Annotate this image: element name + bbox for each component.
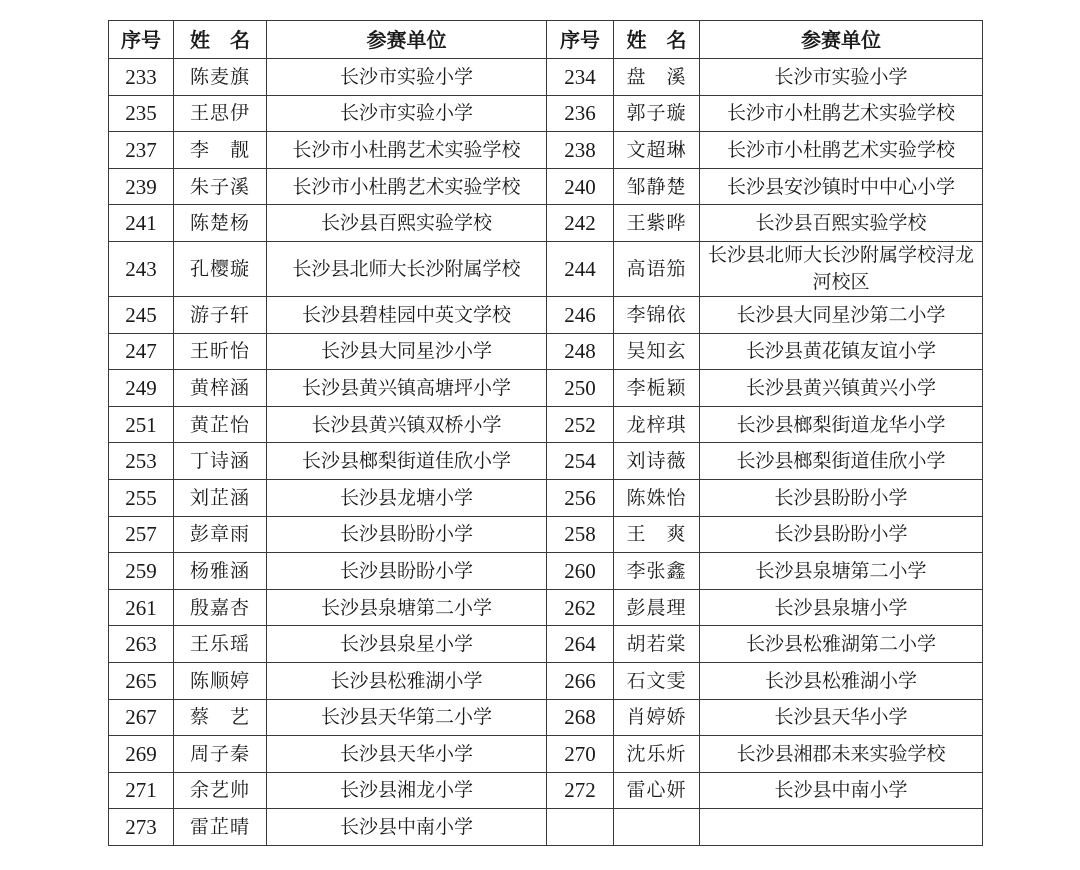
table-row xyxy=(109,59,983,96)
table-row xyxy=(109,699,983,736)
participant-name: 高语笳 xyxy=(614,241,700,296)
participant-name: 文超琳 xyxy=(614,132,700,169)
participant-unit: 长沙县黄兴镇黄兴小学 xyxy=(700,370,983,407)
row-number: 271 xyxy=(109,772,174,809)
table-row xyxy=(109,553,983,590)
row-number: 254 xyxy=(547,443,614,480)
participant-name: 胡若棠 xyxy=(614,626,700,663)
table-row xyxy=(109,370,983,407)
table-row xyxy=(109,626,983,663)
participant-name: 王思伊 xyxy=(174,95,267,132)
participant-name: 龙梓琪 xyxy=(614,406,700,443)
row-number: 264 xyxy=(547,626,614,663)
participant-name: 刘诗薇 xyxy=(614,443,700,480)
participant-unit: 长沙县盼盼小学 xyxy=(700,516,983,553)
participant-name: 吴知玄 xyxy=(614,333,700,370)
row-number: 245 xyxy=(109,296,174,333)
participant-unit: 长沙县黄花镇友谊小学 xyxy=(700,333,983,370)
participant-name: 蔡 艺 xyxy=(174,699,267,736)
row-number: 251 xyxy=(109,406,174,443)
row-number xyxy=(547,809,614,846)
participant-unit: 长沙县安沙镇时中中心小学 xyxy=(700,168,983,205)
participant-name: 雷心妍 xyxy=(614,772,700,809)
participant-unit: 长沙县泉塘小学 xyxy=(700,589,983,626)
row-number: 267 xyxy=(109,699,174,736)
participant-unit: 长沙县湘龙小学 xyxy=(267,772,547,809)
participant-unit xyxy=(700,809,983,846)
participant-name: 周子秦 xyxy=(174,736,267,773)
participant-unit: 长沙县榔梨街道佳欣小学 xyxy=(267,443,547,480)
participant-unit: 长沙县湘郡未来实验学校 xyxy=(700,736,983,773)
participant-unit: 长沙县松雅湖第二小学 xyxy=(700,626,983,663)
table-row xyxy=(109,132,983,169)
row-number: 257 xyxy=(109,516,174,553)
row-number: 263 xyxy=(109,626,174,663)
row-number: 259 xyxy=(109,553,174,590)
participant-name: 李张鑫 xyxy=(614,553,700,590)
participant-unit: 长沙县榔梨街道佳欣小学 xyxy=(700,443,983,480)
row-number: 262 xyxy=(547,589,614,626)
participant-name: 孔樱璇 xyxy=(174,241,267,296)
table-row xyxy=(109,241,983,296)
participant-unit: 长沙县黄兴镇双桥小学 xyxy=(267,406,547,443)
participant-name: 陈姝怡 xyxy=(614,479,700,516)
row-number: 246 xyxy=(547,296,614,333)
participant-unit: 长沙县北师大长沙附属学校浔龙河校区 xyxy=(700,241,983,296)
participant-unit: 长沙县碧桂园中英文学校 xyxy=(267,296,547,333)
participant-name: 李栀颖 xyxy=(614,370,700,407)
participant-unit: 长沙县盼盼小学 xyxy=(267,553,547,590)
row-number: 273 xyxy=(109,809,174,846)
table-row xyxy=(109,296,983,333)
participant-name: 陈麦旗 xyxy=(174,59,267,96)
row-number: 244 xyxy=(547,241,614,296)
participant-name: 刘芷涵 xyxy=(174,479,267,516)
table-row xyxy=(109,406,983,443)
row-number: 269 xyxy=(109,736,174,773)
table-row xyxy=(109,736,983,773)
participant-unit: 长沙县天华小学 xyxy=(267,736,547,773)
participant-name: 石文雯 xyxy=(614,662,700,699)
participant-name: 李 靓 xyxy=(174,132,267,169)
row-number: 239 xyxy=(109,168,174,205)
participant-unit: 长沙县天华小学 xyxy=(700,699,983,736)
participant-name: 陈楚杨 xyxy=(174,205,267,242)
row-number: 250 xyxy=(547,370,614,407)
table-header xyxy=(109,21,983,59)
participant-unit: 长沙县泉塘第二小学 xyxy=(267,589,547,626)
row-number: 260 xyxy=(547,553,614,590)
participant-name: 丁诗涵 xyxy=(174,443,267,480)
participant-unit: 长沙县松雅湖小学 xyxy=(267,662,547,699)
participant-unit: 长沙市小杜鹃艺术实验学校 xyxy=(267,168,547,205)
row-number: 252 xyxy=(547,406,614,443)
participant-name: 彭晨理 xyxy=(614,589,700,626)
participant-name: 王昕怡 xyxy=(174,333,267,370)
participant-unit: 长沙市小杜鹃艺术实验学校 xyxy=(700,132,983,169)
row-number: 253 xyxy=(109,443,174,480)
participant-unit: 长沙县榔梨街道龙华小学 xyxy=(700,406,983,443)
table-row xyxy=(109,95,983,132)
participant-unit: 长沙县黄兴镇高塘坪小学 xyxy=(267,370,547,407)
header-number: 序号 xyxy=(547,21,614,59)
participant-name: 朱子溪 xyxy=(174,168,267,205)
participant-unit: 长沙县北师大长沙附属学校 xyxy=(267,241,547,296)
participant-unit: 长沙县龙塘小学 xyxy=(267,479,547,516)
participant-name: 陈顺婷 xyxy=(174,662,267,699)
header-unit: 参赛单位 xyxy=(700,21,983,59)
header-unit: 参赛单位 xyxy=(267,21,547,59)
table-row xyxy=(109,772,983,809)
table-row xyxy=(109,809,983,846)
row-number: 242 xyxy=(547,205,614,242)
table-row xyxy=(109,168,983,205)
table-row xyxy=(109,516,983,553)
row-number: 268 xyxy=(547,699,614,736)
header-number: 序号 xyxy=(109,21,174,59)
row-number: 238 xyxy=(547,132,614,169)
row-number: 272 xyxy=(547,772,614,809)
participant-unit: 长沙县百熙实验学校 xyxy=(267,205,547,242)
table-row xyxy=(109,333,983,370)
row-number: 247 xyxy=(109,333,174,370)
participant-unit: 长沙县盼盼小学 xyxy=(267,516,547,553)
participant-unit: 长沙县大同星沙小学 xyxy=(267,333,547,370)
row-number: 236 xyxy=(547,95,614,132)
participant-name: 殷嘉杏 xyxy=(174,589,267,626)
participant-table xyxy=(108,20,983,846)
row-number: 255 xyxy=(109,479,174,516)
participant-name: 王 爽 xyxy=(614,516,700,553)
participant-unit: 长沙县泉星小学 xyxy=(267,626,547,663)
participant-unit: 长沙市小杜鹃艺术实验学校 xyxy=(700,95,983,132)
participant-unit: 长沙县天华第二小学 xyxy=(267,699,547,736)
participant-name: 黄芷怡 xyxy=(174,406,267,443)
participant-unit: 长沙县中南小学 xyxy=(267,809,547,846)
row-number: 234 xyxy=(547,59,614,96)
row-number: 270 xyxy=(547,736,614,773)
table-row xyxy=(109,479,983,516)
header-name: 姓 名 xyxy=(614,21,700,59)
row-number: 256 xyxy=(547,479,614,516)
participant-unit: 长沙县中南小学 xyxy=(700,772,983,809)
participant-name: 李锦依 xyxy=(614,296,700,333)
row-number: 258 xyxy=(547,516,614,553)
row-number: 233 xyxy=(109,59,174,96)
participant-unit: 长沙市小杜鹃艺术实验学校 xyxy=(267,132,547,169)
header-name: 姓 名 xyxy=(174,21,267,59)
participant-unit: 长沙市实验小学 xyxy=(267,59,547,96)
table-body xyxy=(109,59,983,846)
participant-name: 王紫晔 xyxy=(614,205,700,242)
participant-name: 黄梓涵 xyxy=(174,370,267,407)
row-number: 265 xyxy=(109,662,174,699)
row-number: 243 xyxy=(109,241,174,296)
row-number: 248 xyxy=(547,333,614,370)
participant-unit: 长沙市实验小学 xyxy=(700,59,983,96)
row-number: 241 xyxy=(109,205,174,242)
table-row xyxy=(109,205,983,242)
participant-name: 雷芷晴 xyxy=(174,809,267,846)
row-number: 249 xyxy=(109,370,174,407)
row-number: 266 xyxy=(547,662,614,699)
participant-unit: 长沙县盼盼小学 xyxy=(700,479,983,516)
table-row xyxy=(109,589,983,626)
participant-unit: 长沙县百熙实验学校 xyxy=(700,205,983,242)
participant-unit: 长沙市实验小学 xyxy=(267,95,547,132)
participant-unit: 长沙县松雅湖小学 xyxy=(700,662,983,699)
participant-name: 郭子璇 xyxy=(614,95,700,132)
participant-name: 沈乐炘 xyxy=(614,736,700,773)
row-number: 261 xyxy=(109,589,174,626)
row-number: 235 xyxy=(109,95,174,132)
row-number: 240 xyxy=(547,168,614,205)
participant-name: 邹静楚 xyxy=(614,168,700,205)
participant-unit: 长沙县大同星沙第二小学 xyxy=(700,296,983,333)
participant-name: 游子轩 xyxy=(174,296,267,333)
participant-name: 余艺帅 xyxy=(174,772,267,809)
participant-name: 杨雅涵 xyxy=(174,553,267,590)
participant-name xyxy=(614,809,700,846)
participant-name: 彭章雨 xyxy=(174,516,267,553)
header-row xyxy=(109,21,983,59)
participant-unit: 长沙县泉塘第二小学 xyxy=(700,553,983,590)
participant-name: 王乐瑶 xyxy=(174,626,267,663)
table-row xyxy=(109,443,983,480)
participant-name: 盘 溪 xyxy=(614,59,700,96)
participant-name: 肖婷娇 xyxy=(614,699,700,736)
row-number: 237 xyxy=(109,132,174,169)
table-row xyxy=(109,662,983,699)
